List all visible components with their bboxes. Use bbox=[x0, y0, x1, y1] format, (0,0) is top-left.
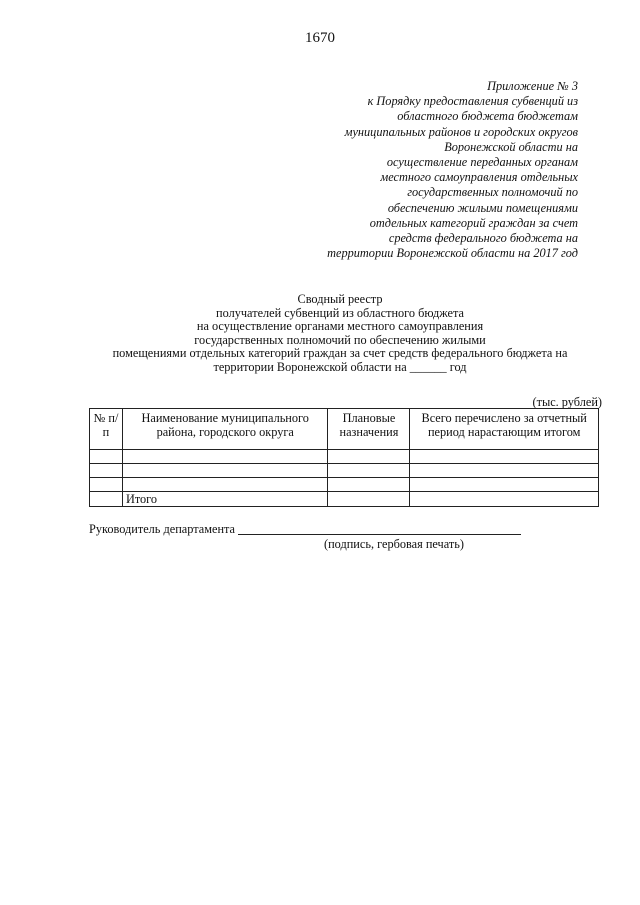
signature-label: Руководитель департамента bbox=[89, 522, 236, 536]
title-line: получателей субвенций из областного бюджета bbox=[216, 305, 464, 320]
appendix-line: Приложение № 3 bbox=[487, 79, 578, 93]
appendix-line: к Порядку предоставления субвенций из bbox=[367, 94, 578, 109]
table-cell[interactable] bbox=[90, 492, 123, 507]
appendix-line: отдельных категорий граждан за счет bbox=[369, 215, 578, 230]
appendix-line: территории Воронежской области на 2017 год bbox=[327, 246, 578, 261]
header-transferred: Всего перечислено за отчетный период нарастающим итогом bbox=[410, 409, 599, 450]
table-cell[interactable] bbox=[90, 478, 123, 492]
table-cell[interactable] bbox=[328, 450, 410, 464]
title-line: государственных полномочий по обеспечению жилыми bbox=[194, 332, 486, 347]
header-number: № п/п bbox=[90, 409, 123, 450]
title-line: на осуществление органами местного самоуправления bbox=[196, 319, 484, 334]
table-cell[interactable] bbox=[410, 450, 599, 464]
table-cell[interactable] bbox=[410, 464, 599, 478]
appendix-reference bbox=[278, 79, 578, 261]
appendix-line: муниципальных районов и городских округов bbox=[344, 124, 578, 139]
signature-line[interactable] bbox=[238, 534, 521, 535]
appendix-line: областного бюджета бюджетам bbox=[397, 109, 578, 124]
table-row bbox=[90, 464, 599, 478]
signature-block bbox=[89, 522, 521, 537]
table-cell[interactable] bbox=[122, 464, 328, 478]
total-label: Итого bbox=[122, 492, 328, 507]
appendix-line: средств федерального бюджета на bbox=[388, 231, 578, 246]
table-cell[interactable] bbox=[328, 492, 410, 507]
table-row bbox=[90, 450, 599, 464]
header-municipality: Наименование муниципального района, городского округа bbox=[122, 409, 328, 450]
appendix-line: государственных полномочий по bbox=[407, 185, 578, 200]
appendix-line: обеспечению жилыми помещениями bbox=[387, 200, 578, 215]
table-cell[interactable] bbox=[90, 450, 123, 464]
registry-table bbox=[89, 408, 599, 507]
units-label: (тыс. рублей) bbox=[532, 395, 602, 409]
table-cell[interactable] bbox=[410, 478, 599, 492]
table-total-row bbox=[90, 492, 599, 507]
appendix-line: осуществление переданных органам bbox=[386, 155, 578, 170]
appendix-line: местного самоуправления отдельных bbox=[380, 170, 578, 185]
document-title bbox=[40, 293, 640, 375]
table-cell[interactable] bbox=[122, 450, 328, 464]
table-cell[interactable] bbox=[90, 464, 123, 478]
table-header-row bbox=[90, 409, 599, 450]
title-line: территории Воронежской области на ______ год bbox=[213, 359, 467, 374]
title-line: Сводный реестр bbox=[297, 292, 383, 306]
title-line: помещениями отдельных категорий граждан за счет средств федерального бюджета на bbox=[112, 346, 568, 361]
table-cell[interactable] bbox=[410, 492, 599, 507]
table-cell[interactable] bbox=[328, 478, 410, 492]
table-cell[interactable] bbox=[328, 464, 410, 478]
page-number: 1670 bbox=[305, 30, 335, 46]
appendix-line: Воронежской области на bbox=[444, 139, 578, 154]
table-cell[interactable] bbox=[122, 478, 328, 492]
signature-hint: (подпись, гербовая печать) bbox=[324, 537, 464, 551]
table-row bbox=[90, 478, 599, 492]
header-planned: Плановые назначения bbox=[328, 409, 410, 450]
